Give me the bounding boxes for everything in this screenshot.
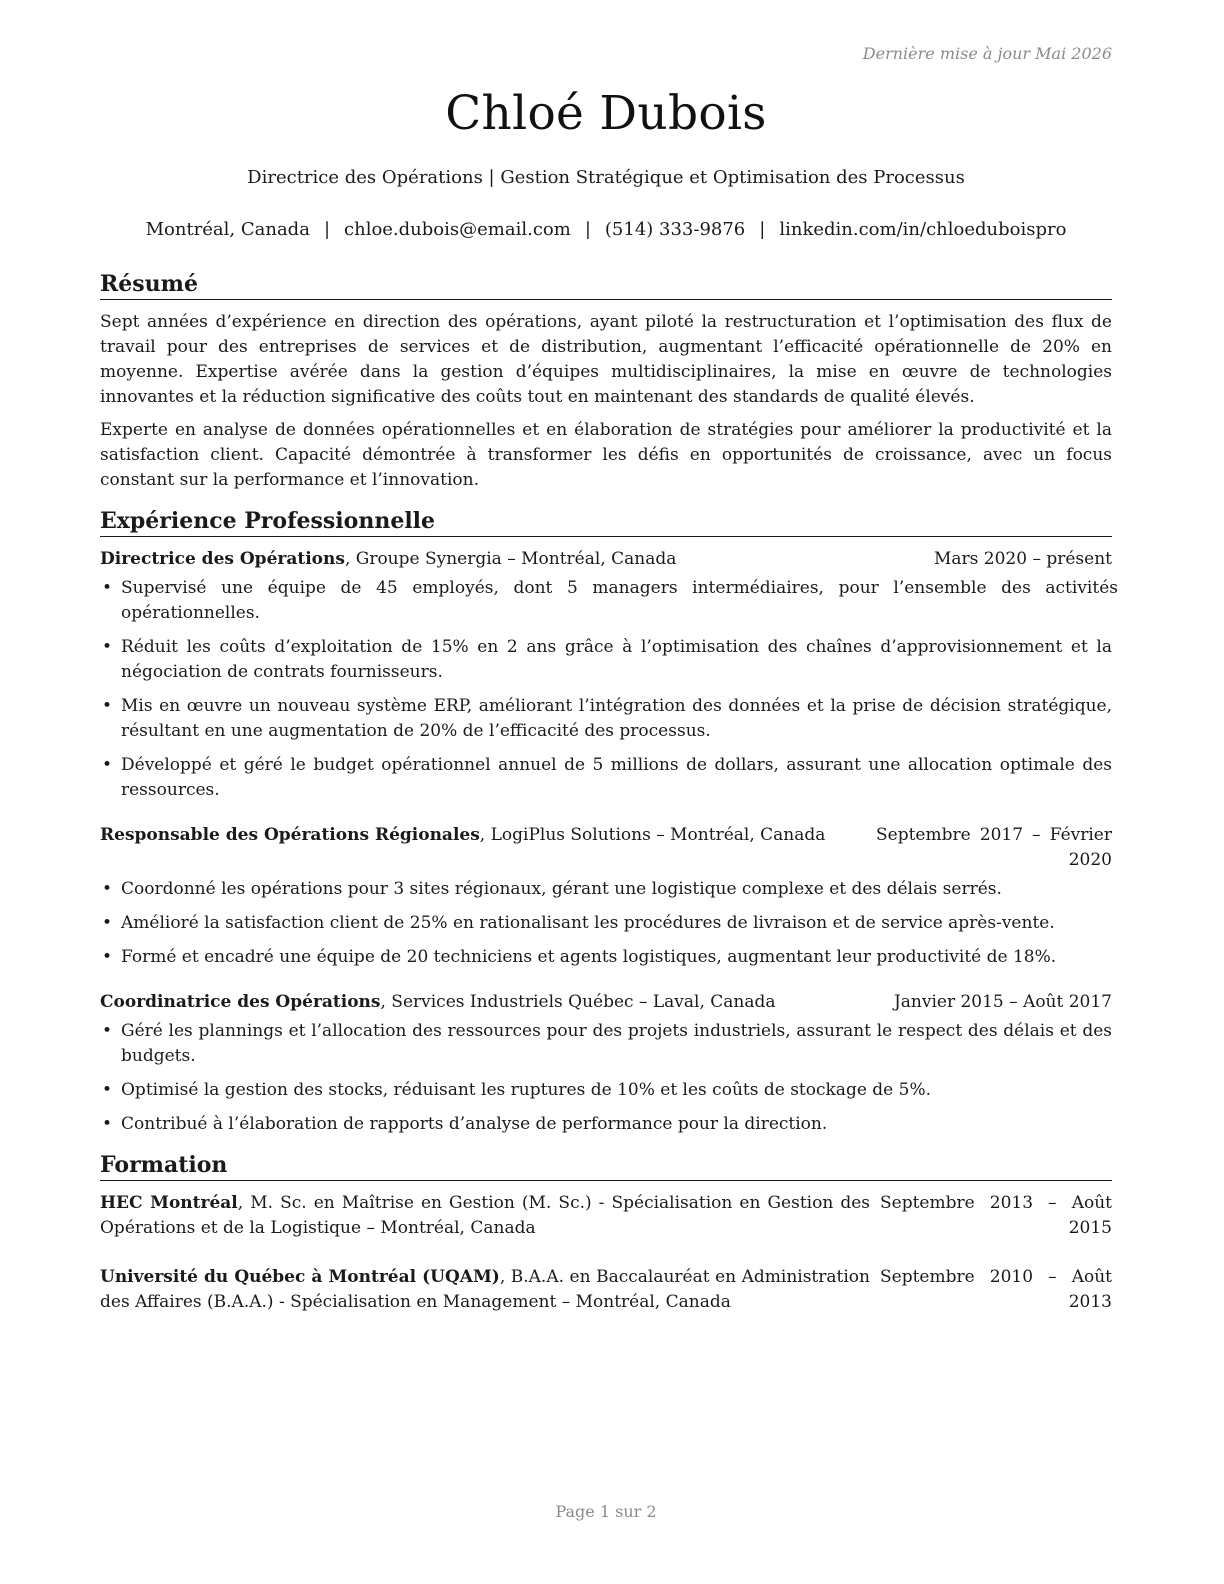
job-title-line [100, 547, 676, 572]
contact-email[interactable]: chloe.dubois@email.com [344, 219, 571, 240]
job-bullet: • Contribué à l’élaboration de rapports d’analyse de performance pour la direction. [100, 1112, 1112, 1137]
job-bullet: • Formé et encadré une équipe de 20 techniciens et agents logistiques, augmentant leur productivité de 18%. [100, 945, 1112, 970]
resume-content [100, 270, 1118, 1339]
summary-paragraph: Experte en analyse de données opérationnelles et en élaboration de stratégies pour améliorer la productivité et la satisfaction client. Capacité démontrée à transformer les défis en opportunités de croissance, avec un focus constant sur la performance et l’innovation. [100, 420, 1112, 490]
job-dates: Septembre 2017 – Février 2020 [876, 825, 1112, 870]
job-company: , Groupe Synergia – Montréal, Canada [344, 549, 677, 569]
summary-section [100, 270, 1112, 493]
education-description [100, 1265, 880, 1315]
education-detail: , M. Sc. en Maîtrise en Gestion (M. Sc.) - Spécialisation en Gestion des Opérations et de la Logistique – Montréal, Canada [100, 1193, 871, 1238]
education-title: Formation [100, 1151, 1112, 1181]
job-header [100, 823, 1112, 873]
job-bullets [100, 576, 1118, 803]
candidate-subtitle: Directrice des Opérations | Gestion Stratégique et Optimisation des Processus [247, 167, 965, 188]
experience-title: Expérience Professionnelle [100, 507, 1112, 537]
page-number: Page 1 sur 2 [555, 1502, 657, 1521]
education-dates: Septembre 2010 – Août 2013 [880, 1267, 1112, 1312]
job-entry [100, 547, 1118, 803]
contact-location: Montréal, Canada [145, 219, 310, 240]
contact-separator: | [584, 219, 591, 240]
job-header [100, 990, 1112, 1015]
job-company: , LogiPlus Solutions – Montréal, Canada [479, 825, 826, 845]
education-dates: Septembre 2013 – Août 2015 [880, 1193, 1112, 1238]
job-dates: Mars 2020 – présent [933, 549, 1112, 569]
job-role: Directrice des Opérations [100, 549, 345, 569]
job-role: Responsable des Opérations Régionales [100, 825, 480, 845]
job-entry [100, 823, 1112, 970]
job-bullet: • Mis en œuvre un nouveau système ERP, améliorant l’intégration des données et la prise de décision stratégique, résultant en une augmentation de 20% de l’efficacité des processus. [100, 694, 1112, 744]
education-entry [100, 1265, 1112, 1315]
job-role: Coordinatrice des Opérations [100, 992, 381, 1012]
education-detail: , B.A.A. en Baccalauréat en Administration des Affaires (B.A.A.) - Spécialisation en Management – Montréal, Canada [100, 1267, 870, 1312]
job-bullets [100, 877, 1112, 970]
job-title-line [100, 823, 825, 848]
job-bullet: • Amélioré la satisfaction client de 25% en rationalisant les procédures de livraison et de service après-vente. [100, 911, 1112, 936]
job-title-line [100, 990, 776, 1015]
education-school: Université du Québec à Montréal (UQAM) [100, 1267, 500, 1287]
job-bullet: • Coordonné les opérations pour 3 sites régionaux, gérant une logistique complexe et des délais serrés. [100, 877, 1112, 902]
job-bullet: • Réduit les coûts d’exploitation de 15% en 2 ans grâce à l’optimisation des chaînes d’approvisionnement et la négociation de contrats fournisseurs. [100, 635, 1112, 685]
contact-linkedin[interactable]: linkedin.com/in/chloeduboispro [779, 219, 1067, 240]
education-description [100, 1191, 880, 1241]
contact-line [100, 219, 1112, 240]
job-bullets [100, 1019, 1112, 1137]
candidate-name: Chloé Dubois [445, 86, 767, 141]
education-school: HEC Montréal [100, 1193, 238, 1213]
job-bullet: • Supervisé une équipe de 45 employés, dont 5 managers intermédiaires, pour l’ensemble des activités opérationnelles. [100, 576, 1118, 626]
contact-phone: (514) 333-9876 [604, 219, 746, 240]
education-section [100, 1151, 1112, 1315]
job-bullet: • Optimisé la gestion des stocks, réduisant les ruptures de 10% et les coûts de stockage de 5%. [100, 1078, 1112, 1103]
experience-section [100, 507, 1118, 1137]
contact-separator: | [759, 219, 766, 240]
resume-page [100, 0, 1118, 1584]
contact-separator: | [323, 219, 331, 240]
job-entry [100, 990, 1112, 1137]
education-entry [100, 1191, 1112, 1241]
summary-paragraph: Sept années d’expérience en direction des opérations, ayant piloté la restructuration et l’optimisation des flux de travail pour des entreprises de services et de distribution, augmentant l’efficacité opérationnelle de 20% en moyenne. Expertise avérée dans la gestion d’équipes multidisciplinaires, la mise en œuvre de technologies innovantes et la réduction significative des coûts tout en maintenant des standards de qualité élevés. [100, 312, 1112, 407]
job-bullet: • Développé et géré le budget opérationnel annuel de 5 millions de dollars, assurant une allocation optimale des ressources. [100, 753, 1112, 803]
job-header [100, 547, 1112, 572]
job-bullet: • Géré les plannings et l’allocation des ressources pour des projets industriels, assurant le respect des délais et des budgets. [100, 1019, 1112, 1069]
job-company: , Services Industriels Québec – Laval, Canada [380, 992, 776, 1012]
summary-title: Résumé [100, 270, 1112, 300]
last-updated: Dernière mise à jour Mai 2026 [862, 44, 1112, 63]
job-dates: Janvier 2015 – Août 2017 [893, 992, 1112, 1012]
